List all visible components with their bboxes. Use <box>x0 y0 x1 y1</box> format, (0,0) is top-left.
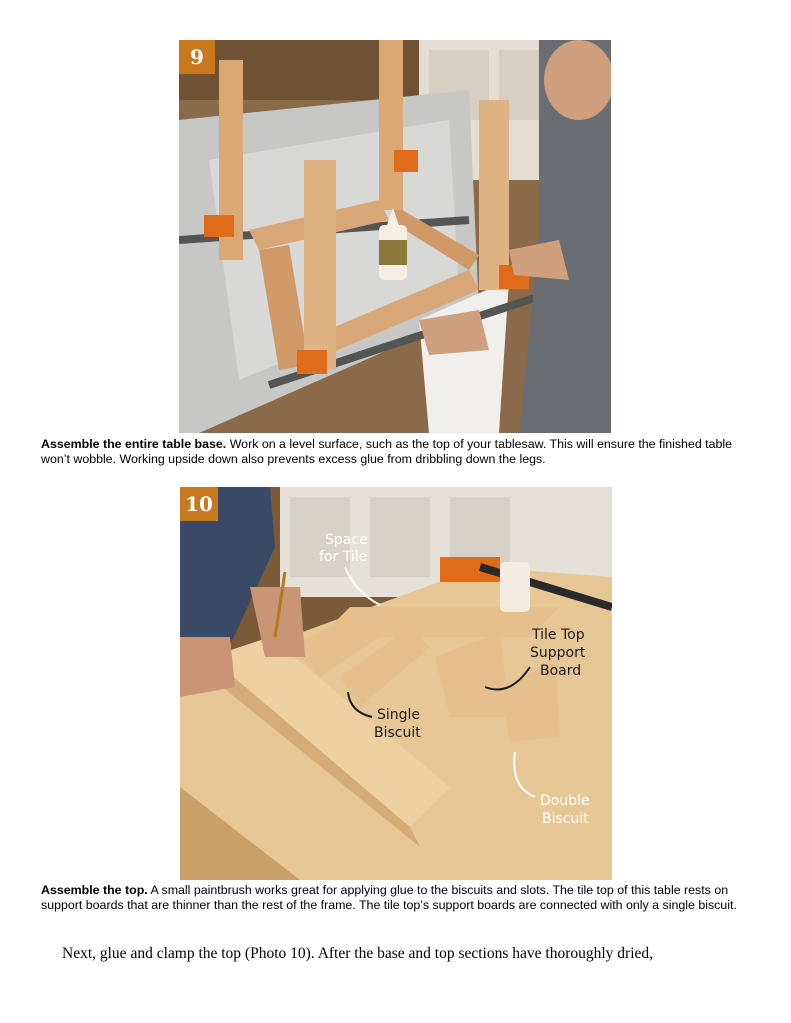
label-double-biscuit-line1: Double <box>540 793 590 809</box>
label-tile-top-line2: Support <box>530 645 586 661</box>
photo-10-top-assembly <box>180 487 612 880</box>
body-paragraph: Next, glue and clamp the top (Photo 10). After the base and top sections have thoroughly dried, <box>62 945 654 962</box>
photo-10-caption-text: A small paintbrush works great for applying glue to the biscuits and slots. The tile top of this table rests on support boards that are thinner than the rest of the frame. The tile top’s support boards are connected with only a single biscuit. <box>41 883 737 912</box>
photo-9-caption-title: Assemble the entire table base. <box>41 437 227 451</box>
label-space-for-tile-line2: for Tile <box>319 549 368 565</box>
label-single-biscuit-line1: Single <box>377 707 421 723</box>
label-tile-top-line3: Board <box>540 663 582 679</box>
label-single-biscuit-line2: Biscuit <box>374 725 421 741</box>
photo-10-illustration <box>180 487 612 880</box>
photo-9-table-base-assembly <box>179 40 611 433</box>
photo-10-number-badge: 10 <box>180 487 218 521</box>
photo-9-caption <box>41 437 751 467</box>
photo-9-number-badge: 9 <box>179 40 215 74</box>
photo-10-caption <box>41 883 751 913</box>
photo-9-illustration <box>179 40 611 433</box>
label-space-for-tile-line1: Space <box>325 532 368 548</box>
photo-9-caption-text: Work on a level surface, such as the top of your tablesaw. This will ensure the finished table won’t wobble. Working upside down also prevents excess glue from dribbling down the legs. <box>41 437 733 466</box>
label-double-biscuit-line2: Biscuit <box>542 811 589 827</box>
photo-10-caption-title: Assemble the top. <box>41 883 148 897</box>
label-tile-top-line1: Tile Top <box>532 627 585 643</box>
